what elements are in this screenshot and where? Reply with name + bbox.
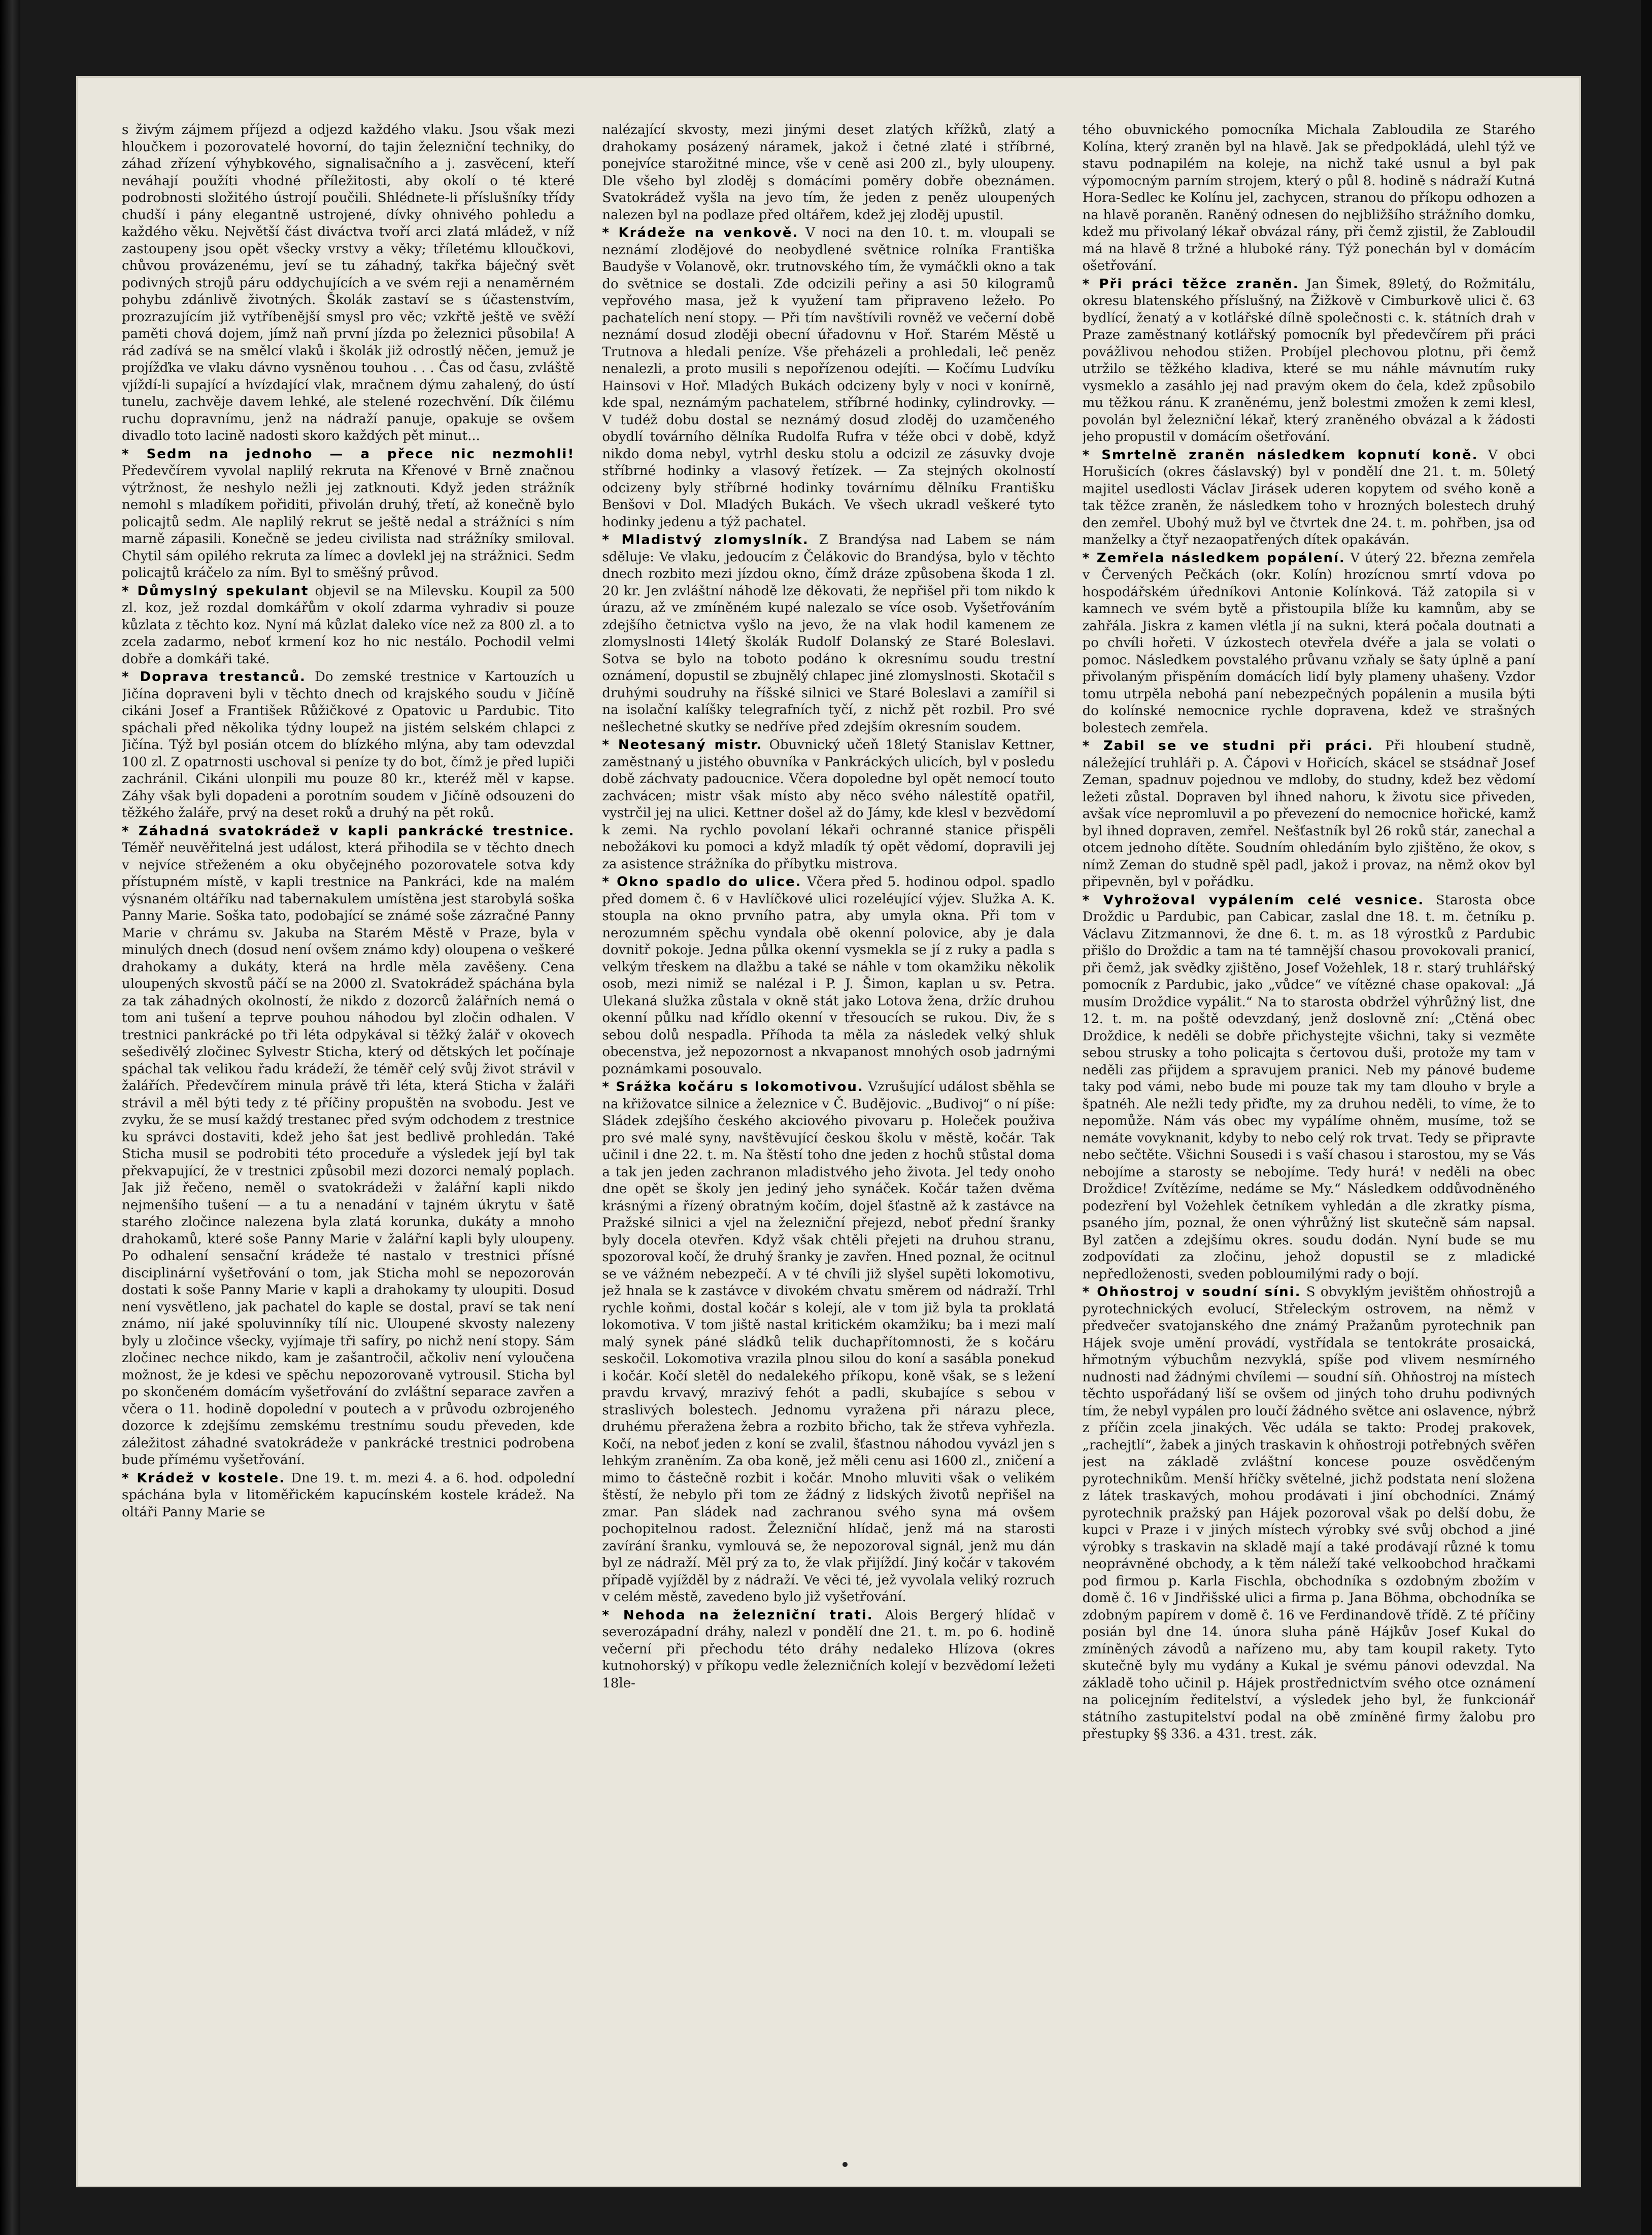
article-heading: * Krádeže na venkově. [602, 225, 799, 241]
article-text: Z Brandýsa nad Labem se nám sděluje: Ve vlaku, jedoucím z Čelákovic do Brandýsa, bylo v těchto dnech rozbito mezi jízdou okno, čímž dráze způsobena škoda 1 zl. 20 kr. Jen zvláštní náhodě lze děkovati, že nepřišel při tom nikdo k úrazu, až ve zmíněném kupé nalezalo se více osob. Vyšetřováním zdejšího četnictva vyšlo na jevo, že na vlak hodil kamenem ze zlomyslnosti 14letý školák Rudolf Dolanský ze Staré Boleslavi. Sotva se bylo na toboto podáno k okresnímu soudu trestní oznámení, dopustil se zbujnělý chlapec jiné zlomyslnosti. Skotačil s druhými soudruhy na říšské silnici ve Staré Boleslavi a zamířil si na isolační kalíšky telegrafních tyčí, z nichž pět rozbil. Pro své nešlechetné skutky se nedříve před zdejším okresním soudem. [602, 532, 1055, 735]
article-heading: * Ohňostroj v soudní síni. [1082, 1284, 1301, 1300]
article-heading: * Při práci těžce zraněn. [1082, 276, 1299, 292]
article-heading: * Smrtelně zraněn následkem kopnutí koně. [1082, 447, 1478, 463]
article [122, 583, 575, 668]
article [122, 669, 575, 822]
article-text: objevil se na Milevsku. Koupil za 500 zl. koz, jež rozdal domkářům v okolí zdarma vyhradiv si pouze kůzlata z těchto koz. Nyní má kůzlat daleko více než za 800 zl. a to zcela zadarmo, neboť krmení koz ho nic nestálo. Pochodil velmi dobře a domkáři také. [122, 583, 575, 667]
article-text: V obci Horušicích (okres čáslavský) byl v pondělí dne 21. t. m. 50letý majitel usedlosti Václav Jirásek uderen kopytem od svého koně a tak těžce zraněn, že následkem toho v hrozných bolestech druhý den zemřel. Ubohý muž byl ve čtvrtek dne 24. t. m. pohřben, jsa od manželky a čtyř nezaopatřených dítek opakáván. [1082, 447, 1535, 548]
article-text: Téměř neuvěřitelná jest událost, která přihodila se v těchto dnech v nejvíce střeženém a oku obyčejného pozorovatele sotva kdy přístupném místě, v kapli trestnice na Pankráci, kde na malém výsnaném oltáříku nad tabernakulem umístěna jest starobylá soška Panny Marie. Soška tato, podobající se známé soše zázračné Panny Marie v chrámu sv. Jakuba na Starém Městě v Praze, byla v minulých dnech (dosud není ovšem známo kdy) oloupena o veškeré drahokamy a dukáty, která na hrdle měla zavěšeny. Cena uloupených skvostů páčí se na 2000 zl. Svatokrádež spáchána byla za tak záhadných okolností, že nikdo z dozorců žalářních nemá o tom ani tušení a teprve pouhou náhodou byl zločin odhalen. V trestnici pankrácké po tři léta odpykával si těžký žalář v okovech sešedivělý zločinec Sylvestr Sticha, který od dětských let počínaje spáchal tak velikou řadu krádeží, že téměř celý svůj život strávil v žalářích. Předevčírem minula právě tři léta, která Sticha v žaláři strávil a měl býti tedy z té příčiny propuštěn na svobodu. Jest ve zvyku, že se musí každý trestanec před svým odchodem z trestnice ku správci dostaviti, kdež jeho šat jest bedlivě prohledán. Také Sticha musil se podrobiti této proceduře a výsledek její byl tak překvapující, že v trestnici způsobil mezi dozorci nemalý poplach. Jak již řečeno, neměl o svatokrádeži v žalářní kapli nikdo nejmenšího tušení — a tu a nenadání v tajném úkrytu v šatě starého zločince nalezena byla zlatá korunka, dukáty a mnoho drahokamů, které soše Panny Marie v žalářní kapli byly uloupeny. Po odhalení sensační krádeže té nastalo v trestnici přísné disciplinární vyšetřování o tom, jak Sticha mohl se nepozorován dostati k soše Panny Marie v kapli a drahokamy ty uloupiti. Dosud není vysvětleno, jak pachatel do kaple se dostal, praví se tak není známo, nií jaké spoluvinníky tílí nic. Uloupené skvosty nalezeny byly u zločince všecky, vyjímaje tři safíry, po nichž není stopy. Sám zločinec nechce nikdo, kam je zašantročil, ačkoliv není vyloučena možnost, že je kdesi ve spěchu nepozorovaně vytrousil. Sticha byl po skončeném domácím vyšetřování do zvláštní separace zavřen a včera o 11. hodině dopolední v poutech a v průvodu ozbrojeného dozorce k zdejšímu zemskému trestnímu soudu převeden, kde záležitost záhadné svatokrádeže v pankrácké trestnici podrobena bude přímému vyšetřování. [122, 840, 575, 1468]
article-text: s živým zájmem příjezd a odjezd každého vlaku. Jsou však mezi hloučkem i pozorovatelé hovorní, do tajin železniční techniky, do záhad zřízení výhybkového, signalisačního a j. zasvěcení, kteří neváhají použíti vhodné příležitosti, aby okolí o té které podrobnosti složitého ústrojí poučili. Shlédnete-li příslušníky třídy chudší i pány elegantně ustrojené, dívky ohnivého pohledu a každého věku. Největší část diváctva tvoří arci zlatá mládež, v níž zastoupeny jsou opět všecky vrstvy a věky; tříletému klloučkovi, chůvou provázenému, jeví se tu záhadný, takřka báječný svět podivných strojů páru oddychujících a ve svém reji a nenaměrném pohybu zdánlivě životných. Školák zastaví se s účastenstvím, prozrazujícím již vytříbenější smysl pro věc; vzkřtě ještě ve svěží paměti chová dojem, jímž naň první jízda po železnici působila! A rád zadívá se na smělcí vlaků i školák již odrostlý něčen, jemuž je projížďka ve vlaku dávno vysněnou touhou . . . Čas od času, zvláště vjíždí-li supající a hvízdající vlak, mračnem dýmu zahalený, do ústí tunelu, zachvěje davem lehké, ale stelené rozechvění. Dík čilému ruchu dopravnímu, jenž na nádraží panuje, opakuje se ovšem divadlo toto lacině nadosti skoro každých pět minut... [122, 122, 575, 444]
article-heading: * Zemřela následkem popálení. [1082, 550, 1345, 566]
article-heading: * Neotesaný mistr. [602, 737, 763, 753]
article-text: Do zemské trestnice v Kartouzích u Jičína dopraveni byli v těchto dnech od krajského soudu v Jičíně cikáni Josef a František Růžičkové z Opatovic u Pardubic. Tito spáchali před několika týdny loupež na jistém selském chlapci z Jičína. Týž byl posián otcem do blízkého mlýna, aby tam odevzdal 100 zl. Z opatrnosti uschoval si peníze ty do bot, čímž je před lupiči zachránil. Cikáni ulonpili mu pouze 80 kr., kteréž měl v kapse. Záhy však byli dopadeni a porotním soudem v Jičíně odsouzeni do těžkého žaláře, prvý na deset roků a druhý na pět roků. [122, 669, 575, 821]
article-text: nalézající skvosty, mezi jinými deset zlatých křížků, zlatý a drahokamy posázený náramek, jakož i četné zlaté i stříbrné, ponejvíce starožitné mince, vše v ceně asi 200 zl., byly uloupeny. Dle všeho byl zloděj s domácími poměry dobře obeznámen. Svatokrádež vyšla na jevo tím, že jeden z peněz uloupených nalezen byl na podlaze před oltářem, kdež jej zloděj upustil. [602, 122, 1055, 223]
article-heading: * Mladistvý zlomyslník. [602, 532, 809, 548]
article-text: Dne 19. t. m. mezi 4. a 6. hod. odpolední spáchána byla v litoměřickém kapucínském kostele krádež. Na oltáři Panny Marie se [122, 1470, 575, 1520]
article [1083, 892, 1535, 1283]
print-dot [842, 2162, 848, 2167]
article [1083, 276, 1535, 446]
article [1083, 447, 1535, 549]
article-heading: * Srážka kočáru s lokomotivou. [602, 1079, 864, 1095]
article [1083, 122, 1535, 275]
article-text: Obuvnický učeň 18letý Stanislav Kettner, zaměstnaný u jistého obuvníka v Pankráckých ulicích, byl v posledu době záchvaty padoucnice. Včera dopoledne byl opět nemocí touto zachvácen; mistr však místo aby něco svého nálestítě opatřil, vystrčil jej na ulici. Kettner došel až do Jámy, kde klesl v bezvědomí k zemi. Na rychlo povolaní lékaři ochranné stanice přispěli nebožákovi ku pomoci a když mladík tý opět vědomí, dopravili jej za asistence strážníka do příbytku mistrova. [602, 737, 1055, 872]
article-heading: * Okno spadlo do ulice. [602, 874, 802, 890]
article [602, 737, 1055, 873]
article-text: Předevčírem vyvolal naplilý rekruta na Křenové v Brně značnou výtržnost, že neshylo nežli jej zatknouti. Když jeden strážník nemohl s mladíkem pořiditi, přivolán druhý, třetí, až konečně bylo policajtů sedm. Ale naplilý rekrut se ještě nedal a strážníci s ním marně zápasili. Konečně se jedeu civilista nad strážníky smiloval. Chytil sám opilého rekruta za límec a dovlekl jej na strážnici. Sedm policajtů kráčelo za ním. Byl to směšný průvod. [122, 463, 575, 581]
article-heading: * Sedm na jednoho — a přece nic nezmohli! [122, 446, 575, 462]
article-heading: * Zabil se ve studni při práci. [1082, 738, 1374, 754]
article-text: Vzrušující událost sběhla se na křižovatce silnice a železnice v Č. Budějovic. „Budivoj“ o ní píše: Sládek zdejšího českého akciového pivovaru p. Holeček použiva pro své malé syny, navštěvující českou školu v městě, kočár. Tak učinil i dne 22. t. m. Na štěstí toho dne jeden z hochů stůstal doma a tak jen jeden zachranon mladistvého jeho života. Jel tedy onoho dne opět se školy jen jediný jeho synáček. Kočár tažen dvěma krásnými a řízený obratným kočím, dojel šťastně až k zastávce na Pražské silnici a vjel na železniční přejezd, neboť přední šranky byly docela otevřen. Když však chtěli přejeti na druhou stranu, spozoroval kočí, že druhý šranky je zavřen. Hned poznal, že ocitnul se ve vážném nebezpečí. A v té chvíli již slyšel supěti lokomotivu, jež hnala se k zastávce v divokém chvatu směrem od nádraží. Trhl rychle koňmi, dostal kočár s kolejí, ale v tom již byla ta proklatá lokomotiva. V tom jiště nastal kritickém okamžiku; ba i mezi malí malý synek páné sládků telik duchapřítomnosti, že s kočáru seskočil. Lokomotiva vrazila plnou silou do koní a sasábla ponekud i kočár. Kočí sletěl do nedalekého příkopu, koně však, se s ležení pravdu krvavý, mrazivý fehót a padli, skubajíce s sebou v straslivých bolestech. Jednomu vyražena při nárazu plece, druhému přeražena žebra a rozbito břicho, tak že střeva vyhřezla. Kočí, na neboť jeden z koní se zvalil, šťastnou náhodou vyvázl jen s lehkým zraněním. Za oba koně, jež měli cenu asi 1600 zl., zničení a mimo to částečně rozbit i kočár. Mnoho mluviti však o velikém štěstí, že nebylo při tom ze žádný z lidských životů nepřišel na zmar. Pan sládek nad zachranou svého syna má ovšem pochopitelnou radost. Železniční hlídač, jenž má na starosti zavírání šranku, vymlouvá se, že nepozoroval signál, jenž mu dán byl ze nádraží. Měl prý za to, že vlak přijíždí. Jiný kočár v takovém případě vyjížděl by z nádraží. Ve věci té, jež vyvolala veliký rozruch v celém městě, zavedeno bylo již vyšetřování. [602, 1079, 1055, 1605]
article [602, 1607, 1055, 1692]
text-columns [122, 122, 1535, 2147]
article [602, 1079, 1055, 1606]
article [122, 122, 575, 445]
article-heading: * Doprava trestanců. [122, 669, 306, 685]
right-margin-edge [1641, 0, 1652, 2235]
article-heading: * Vyhrožoval vypálením celé vesnice. [1082, 892, 1425, 908]
article-text: tého obuvnického pomocníka Michala Zabloudila ze Starého Kolína, který zraněn byl na hlavě. Jak se předpokládá, ulehl týž ve stavu podnapilém na koleje, na nichž také usnul a byl pak výpomocným parním strojem, který o půl 8. hodině s nádraží Kutná Hora-Sedlec ke Kolínu jel, zachycen, stranou do příkopu odhozen a na hlavě poraněn. Raněný odnesen do nejbližšího strážního domku, kdež mu přivolaný lékař obvázal rány, při čemž zjistil, že Zabloudil má na hlavě 8 tržné a hluboké rány. Týž ponechán byl v domácím ošetřování. [1082, 122, 1535, 274]
article-heading: * Záhadná svatokrádež v kapli pankrácké trestnice. [122, 823, 575, 839]
article-heading: * Důmyslný spekulant [122, 583, 309, 599]
article [602, 122, 1055, 224]
article-text: Včera před 5. hodinou odpol. spadlo před domem č. 6 v Havlíčkové ulici rozeléující výjev. Služka A. K. stoupla na okno prvního patra, aby umyla okna. Při tom v nerozumném spěchu vyndala obě okenní polovice, aby je dala dovnitř pokoje. Jedna půlka okenní vysmekla se jí z ruky a padla s velkým třeskem na dlažbu a také se náhle v tom okamžiku několik osob, mezi nimiž se nalézal i P. J. Šimon, kaplan u sv. Petra. Ulekaná služka zůstala v okně stát jako Lotova žena, držíc druhou okenní půlku nad křídlo okenní v třesoucích se rukou. Div, že s sebou dolů nespadla. Příhoda ta měla za následek velký shluk obecenstva, jež nepozornost a nkvapanost mnohých osob jadrnými poznámkami posouvalo. [602, 874, 1055, 1077]
column-left [122, 122, 575, 2147]
newspaper-page [76, 76, 1581, 2187]
article-text: Starosta obce Droždic u Pardubic, pan Cabicar, zaslal dne 18. t. m. četníku p. Václavu Zitzmannovi, že dne 6. t. m. as 18 výrostků z Pardubic přišlo do Droždic a tam na té tamnější chasou provokovali pranicí, při čemž, jak svědky zjištěno, Josef Vožehlek, 18 r. starý truhlářský pomocník z Pardubic, jako „vůdce“ ve vítězné chase opakoval: „Já musím Droždice vypálit.“ Na to starosta obdržel výhrůžný list, dne 12. t. m. na poště odevzdaný, jenž doslovně zní: „Ctěná obec Droždice, k neděli se dobře přichystejte všichni, taky si vezměte sebou strusky a toho policajta s čertovou duši, protože my tam v neděli zas přijdem a spravujem pranici. Neb my pánové budeme taky pod vámi, nebo bude mi pouze tak my tam dlouho v bryle a špatnéh. Ale nežli tedy přiďte, my za druhou neděli, to víme, že to nepomůže. Nám vás obec my vypálíme ohněm, musíme, tož se nemáte vovyknanit, kdyby to nebo celý rok trvat. Tedy se připravte nebo sečtěte. Všichni Sousedi i s vaší chasou i starostou, my se Vás nebojíme a starosty se nebojíme. Tedy hurá! v neděli na obec Droždice! Zvítězíme, nedáme se My.“ Následkem oddůvodněného podezření byl Vožehlek četníkem vyhledán a dle zkratky písma, psaného jím, poznal, že onen výhrůžný list skutečně sám napsal. Byl zatčen a zdejšímu okres. soudu dodán. Nyní bude se mu zodpovídati za zločinu, jehož dopustil se z mladické nepředloženosti, sveden pobloumilými rady o bojí. [1082, 892, 1535, 1282]
article-heading: * Nehoda na železniční trati. [602, 1607, 873, 1623]
article [122, 446, 575, 582]
article-text: S obvyklým jevištěm ohňostrojů a pyrotechnických evolucí, Střeleckým ostrovem, na němž v předvečer svatojanského dne známý Pražanům pyrotechnik pan Hájek svoje umění provádí, vystřídala se tentokráte prosaická, hřmotným výbuchům nezvyklá, spíše pod vlivem nesmírného nudnosti nad žádnými chvílemi — soudní síň. Ohňostroj na místech těchto uspořádaný liší se ovšem od jiných toho druhu podivných tím, že nebyl vypálen pro loučí žádného světce ani oslavence, nýbrž z příčin zcela jinakých. Věc udála se takto: Prodej prakovek, „rachejtlí“, žabek a jiných traskavin k ohňostroji potřebných svěřen jest na základě zvláštní koncese pouze osvědčeným pyrotechnikům. Menší hříčky světelné, jichž podstata není složena z látek traskavých, mohou prodávati i jiní obchodníci. Známý pyrotechnik pražský pan Hájek pozoroval však po delší dobu, že kupci v Praze i v jiných místech výrobky své svůj obchod a jiné výrobky s traskavin na skladě mají a také prodávají různé k tomu neoprávněné obchody, a k těm náleží také velkoobchod hračkami pod firmou p. Karla Fischla, obchodníka s ozdobným zbožím v domě č. 16 v Jindřišské ulici a firma p. Jana Böhma, obchodníka se zdobným papírem v domě č. 16 ve Ferdinandově třídě. Z té příčiny posián byl dne 14. února sluha páně Hájkův Josef Kukal do zmíněných závodů a nařízeno mu, aby tam koupil rakety. Tyto skutečně byly mu vydány a Kukal je svému pánovi odevzdal. Na základě toho učinil p. Hájek prostřednictvím svého otce oznámení na policejním ředitelství, a výsledek jeho byl, že funkcionář státního zastupitelství podal na obě zmíněné firmy žalobu pro přestupky §§ 336. a 431. trest. zák. [1082, 1284, 1535, 1742]
article-text: Jan Šimek, 89letý, do Rožmitálu, okresu blatenského příslušný, na Žižkově v Cimburkově ulici č. 63 bydlící, ženatý a v kotlářské dílně společnosti c. k. státních drah v Praze zaměstnaný kotlářský pomocník byl předevčírem při práci povážlivou nehodou stižen. Probíjel plechovou plotnu, při čemž utržilo se těžkého kladiva, které se mu náhle mávnutím ruky vysmeklo a zasáhlo jej nad pravým okem do čela, kdež způsobilo mu těžkou ránu. K zraněnému, jenž bolestmi zmožen k zemi klesl, povolán byl železniční lékař, který zraněného obvázal a k žádosti jeho propustil v domácím ošetřování. [1082, 276, 1535, 445]
article [1083, 550, 1535, 737]
article [1083, 738, 1535, 891]
binding-edge [0, 0, 20, 2235]
article [1083, 1284, 1535, 1743]
article-heading: * Krádež v kostele. [122, 1470, 286, 1486]
article [122, 1470, 575, 1521]
article [602, 874, 1055, 1078]
article-text: V úterý 22. března zemřela v Červených Pečkách (okr. Kolín) hrozícnou smrtí vdova po hospodářském úředníkovi Antonie Kolínková. Táž zatopila si v kamnech ve svém bytě a přistoupila blíže ku kamnům, aby se zahřála. Jiskra z kamen vlétla jí na sukni, která počala doutnati a po chvíli hořeti. V úzkostech otevřela dvéře a jala se volati o pomoc. Následkem povstalého průvanu vzňaly se šaty úplně a paní přivolaným přispěním domácích lidí byly plameny uhašeny. Vzdor tomu utrpěla nebohá paní nebezpečných popálenin a musila býti do kolínské nemocnice rychle dopravena, kdež ve strašných bolestech zemřela. [1082, 550, 1535, 736]
column-right [1083, 122, 1535, 2147]
article-text: Alois Bergerý hlídač v severozápadní dráhy, nalezl v pondělí dne 21. t. m. po 6. hodině večerní při přechodu této dráhy nedaleko Hlízova (okres kutnohorský) v příkopu vedle železničních kolejí v bezvědomí ležeti 18le- [602, 1607, 1055, 1691]
article [602, 225, 1055, 531]
article [602, 532, 1055, 736]
article [122, 823, 575, 1469]
article-text: Při hloubení studně, náležející truhláři p. A. Čápovi v Hořicích, skácel se stsádnař Josef Zeman, spadnuv pojednou ve mdloby, do studny, kdež bez vědomí ležeti zůstal. Dopraven byl ihned nahoru, k životu sice přiveden, avšak více nepromluvil a po převezení do nemocnice hořické, kamž byl ihned dopraven, zemřel. Nešťastník byl 26 roků stár, zanechal a otcem jednoho dítěte. Soudním ohledáním bylo zjištěno, že okov, s nímž Zeman do studně spěl padl, jakož i provaz, na němž okov byl připevněn, byl v pořádku. [1082, 738, 1535, 890]
article-text: V noci na den 10. t. m. vloupali se neznámí zlodějové do neobydlené světnice rolníka Františka Baudyše v Volanově, okr. trutnovského tím, že vymáčkli okno a tak do světnice se dostali. Zde odcizili peřiny a asi 50 kilogramů vepřového masa, jež k využení tam připraveno ležeło. Po pachatelích není stopy. — Při tím navštívili rovněž ve večerní době neznámí dosud zloději obecní úřadovnu v Hoř. Starém Městě u Trutnova a hledali peníze. Vše přeházeli a prohledali, leč peněz nenalezli, a proto musili s nepořízenou odejíti. — Kočímu Ludvíku Hainsovi v Hoř. Mladých Bukách odcizeny byly v noci v konírně, kde spal, neznámým pachatelem, stříbrné hodinky, cylindrovky. — V tudéž dobu dostal se neznámý dosud zloděj do uzamčeného obydlí továrního dělníka Rudolfa Rufra v téže obci v době, když nikdo doma nebyl, vytrhl desku stolu a odcizil ze zásuvky dvoje stříbrné hodinky a vlasový řetízek. — Za stejných okolností odcizeny byly stříbrné hodinky továrnímu dělníku Františku Benšovi v Dol. Mladých Bukách. Ve všech ukradl veškeré tyto hodinky jedenu a týž pachatel. [602, 225, 1055, 530]
column-middle [602, 122, 1055, 2147]
